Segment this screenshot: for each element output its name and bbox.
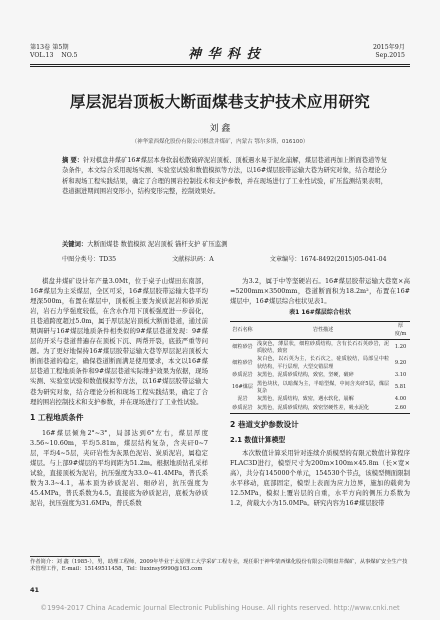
thickness-cell: 5.81 bbox=[394, 384, 407, 391]
table-header-cell: 厚度/m bbox=[394, 323, 407, 337]
left-column bbox=[30, 276, 208, 508]
rock-name-cell: 16#煤层 bbox=[232, 384, 253, 391]
thickness-cell: 3.10 bbox=[394, 372, 407, 379]
keywords bbox=[62, 240, 387, 249]
thickness-cell: 2.60 bbox=[394, 404, 407, 411]
table-row bbox=[230, 340, 410, 356]
page-number: 41 bbox=[30, 586, 40, 594]
table-header-cell: 岩性描述 bbox=[312, 326, 334, 333]
table-row bbox=[230, 396, 410, 404]
rock-desc-cell: 浅灰色，薄层状，细粒砂质结构，含有长石石英砂岩，泥质胶结，致密 bbox=[256, 340, 390, 354]
paper-author: 刘 鑫 bbox=[209, 124, 231, 134]
section-heading-2: 2 巷道支护参数设计 bbox=[230, 419, 299, 429]
date-en: Sep.2015 bbox=[375, 52, 405, 59]
author-footnote: 作者简介：刘 鑫（1985-），男，助理工程师，2009年毕业于太原理工大学采矿工程专业，现任职于神华蒙西煤化股份有限公司棋盘井煤矿，从事煤矿安全生产技术管理工作，E-mail：15149511458，Tel：liuxinsy9990@163.com bbox=[30, 559, 408, 573]
table-row bbox=[230, 380, 410, 396]
document-code: 文献标识码：A bbox=[172, 256, 214, 263]
keywords-text: 大断面煤巷 数值模拟 泥岩顶板 锚杆支护 矿压监测 bbox=[87, 241, 228, 248]
rock-name-cell: 细粒砂岩 bbox=[232, 344, 253, 351]
thickness-cell: 9.20 bbox=[394, 360, 407, 367]
article-number: 文章编号：1674-8492(2015)05-041-04 bbox=[269, 256, 387, 263]
rock-desc-cell: 灰黑色，泥质结构，致密，遇水软化，崩解 bbox=[256, 396, 354, 403]
footnote-rule bbox=[30, 556, 100, 557]
rock-desc-cell: 灰白色，以石英为主，长石次之，硅质胶结，局部呈中粒状结构，平行层理，大型交错层理 bbox=[256, 356, 390, 370]
abstract-text: 针对棋盘井煤矿16#煤层本身软弱松散破碎泥岩顶板、顶板遇水易于泥化崩解，煤层巷道再加上断面巷道等复杂条件，本文综合采用现场实测、实验室试验和数值模拟等方法，以16#煤层胶带运输大巷为研究对象，结合理论分析和现场工程实践结果，确定了合理的围岩控制技术和支护参数，并在现场进行了工业性试验，矿压监测结果表明，巷道掘进期间围岩变形小，结构变形完整，控制效果好。 bbox=[62, 157, 387, 196]
rock-desc-cell: 灰黑色，泥质砂质结构，致密坚硬性差，吸水泥化 bbox=[256, 404, 370, 411]
issue-en-no: NO.5 bbox=[61, 52, 78, 59]
strata-table bbox=[230, 321, 410, 413]
model-paragraph: 本次数值计算采用针对连续介质模型的有限元数值计算程序FLAC3D进行，模型尺寸为200m×100m×45.8m（长×宽×高），共分有145000个单元，154530个节点，该模型侧面限制水平移动，底部固定，模型上表面为应力边界，施加的载荷为12.5MPa，模拟上覆岩层的自重，水平方向的侧压力系数为1.2，荷载大小为15.0MPa。研究内容为16#煤层胶带 bbox=[230, 448, 410, 507]
keywords-label: 关键词： bbox=[62, 241, 88, 248]
geology-paragraph: 16#煤层倾角2°~3°，局部达到6°左右，煤层厚度3.56~10.60m，平均5.81m，煤层结构复杂，含夹矸0~7层，平均4~5层，夹矸岩性为灰黑色泥岩、炭质泥岩，属稳定煤层。与上部9#煤层的平均间距为51.2m。根据地质钻孔采样试验，直接顶板为泥岩，抗压强度为33.0~41.4MPa，普氏系数为3.3~4.1，基本顶为砂质泥岩、细砂岩，抗压强度为45.4MPa，普氏系数为4.5。直接底为砂质泥岩，底板为砂质泥岩，抗压强度为31.6MPa，普氏系数 bbox=[30, 428, 208, 507]
classification-line bbox=[62, 254, 392, 263]
table-row bbox=[230, 356, 410, 372]
clc-number: 中图分类号：TD35 bbox=[62, 256, 117, 263]
author-affiliation: （神华蒙西煤化股份有限公司棋盘井煤矿，内蒙古 鄂尔多斯，016100） bbox=[131, 139, 309, 145]
header-rule bbox=[30, 64, 410, 65]
abstract bbox=[62, 156, 387, 198]
header-rule-thin bbox=[30, 66, 410, 67]
intro-paragraph: 棋盘井煤矿设计年产量3.0Mt，位于桌子山煤田东南部，16#煤层为主采煤层，全区可采，16#煤层胶带运输大巷平均埋深500m，布置在煤层中，顶板板主要为炭质泥岩和砂质泥岩，岩石力学强度较低，在含水作用下顶板强度进一步弱化，且巷道跨度超过5.0m，属于厚层泥岩顶板大断面巷道，通过前期调研与16#煤层地质条件相类似的9#煤层巷道发现：9#煤层的开采与巷道普遍存在顶板下沉、两帮开裂，底鼓严重等问题。为了更好地保持16#煤层胶带运输大巷等厚层泥岩顶板大断面巷道的稳定，确保巷道断面满足使用要求，本文以16#煤层巷道工程地质条件和9#煤层巷道实际维护效果为依据，现场实测、实验室试验和数值模拟等方法，以16#煤层胶带运输大巷为研究对象，结合理论分析和现场工程实践结果，确定了合理的围岩控制技术和支护参数，并在现场进行了工业性试验。 bbox=[30, 277, 208, 406]
journal-logo: 神 华 科 技 bbox=[188, 47, 261, 62]
abstract-label: 摘 要： bbox=[62, 157, 84, 164]
section-heading-1: 1 工程地质条件 bbox=[30, 412, 84, 422]
rock-name-cell: 泥岩 bbox=[237, 396, 248, 403]
table-header-cell: 岩石名称 bbox=[232, 326, 253, 333]
rock-desc-cell: 黑色块状，以暗煤为主，半暗型煤，中间含夹矸5层，煤层复杂 bbox=[256, 380, 390, 394]
roadway-paragraph: 为3.2，属于中等坚硬岩石。16#煤层胶带运输大巷宽×高=5200mm×3500mm，巷道断面积为18.2m²，布置在16#煤层中，16#煤层综合柱状见表1。 bbox=[230, 277, 410, 306]
table-row bbox=[230, 404, 410, 413]
issue-en-vol: VOL.13 bbox=[30, 52, 54, 59]
table-row bbox=[230, 372, 410, 380]
rock-name-cell: 细粒砂岩 bbox=[232, 360, 253, 367]
cnki-copyright: ©1994-2017 China Academic Journal Electronic Publishing House. All rights reserved. http://www.cnki.net bbox=[40, 604, 400, 612]
table-caption: 表1 16#煤层综合柱状 bbox=[289, 309, 351, 317]
right-column bbox=[230, 276, 410, 508]
date-cn: 2015年9月 bbox=[372, 44, 405, 51]
issue-cn: 第13卷 第5期 bbox=[30, 44, 69, 51]
rock-name-cell: 砂质泥岩 bbox=[232, 404, 253, 411]
thickness-cell: 4.00 bbox=[394, 396, 407, 403]
issue-info bbox=[30, 44, 77, 60]
rock-name-cell: 砂质泥岩 bbox=[232, 372, 253, 379]
rock-desc-cell: 灰黑色，泥质砂质结构，致密，坚硬，破碎 bbox=[256, 372, 354, 379]
date-info bbox=[373, 44, 405, 60]
paper-title: 厚层泥岩顶板大断面煤巷支护技术应用研究 bbox=[69, 93, 371, 111]
thickness-cell: 1.20 bbox=[394, 344, 407, 351]
table-header-row bbox=[230, 322, 410, 340]
subsection-heading-2-1: 2.1 数值计算模型 bbox=[230, 435, 286, 444]
